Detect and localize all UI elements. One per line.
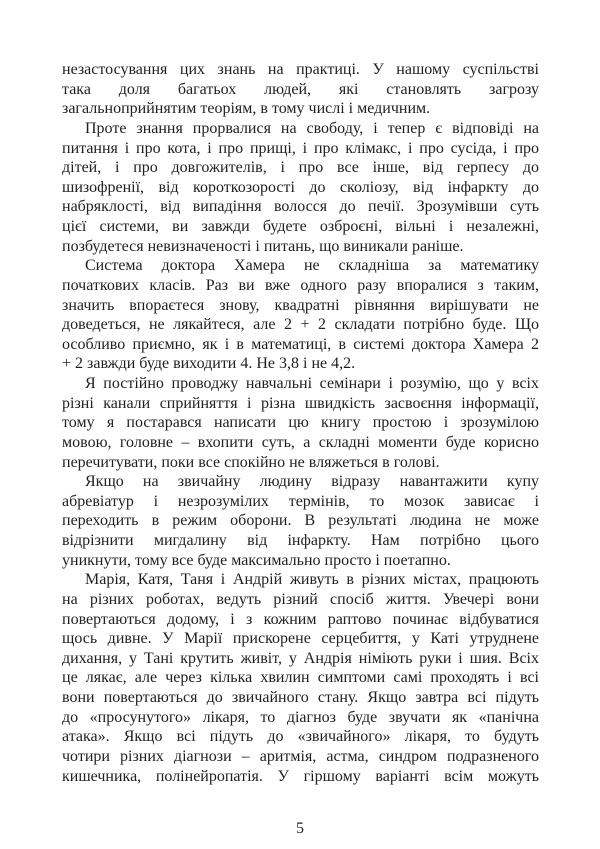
text-line: повертаються додому, і з кожним раптово починає відбуватися [62,610,539,628]
text-line: перечитувати, поки все спокійно не вляжеться в голові. [62,453,440,471]
text-line: це лякає, але через кілька хвилин симптоми самі проходять і всі [62,669,539,687]
text-line: атака». Якщо всі підуть до «звичайного» лікаря, то будуть [62,728,539,746]
text-line: абревіатур і незрозумілих термінів, то мозок зависає і [62,492,539,510]
text-line: незастосування цих знань на практиці. У нашому суспільстві [62,61,539,78]
text-line: початкових класів. Раз ви вже одного разу впоралися з таким, [62,276,539,294]
text-line: набряклості, від випадіння волосся до печії. Зрозумівши суть [62,198,539,216]
text-line: мовою, головне – вхопити суть, а складні моменти буде корисно [62,433,539,451]
text-line: питання і про кота, і про прищі, і про клімакс, і про сусіда, і про [62,139,539,157]
text-line: Якщо на звичайну людину відразу навантажити купу [85,473,539,491]
paragraph [62,374,539,472]
text-line: Система доктора Хамера не складніша за математику [85,257,539,275]
page-number: 5 [296,820,304,837]
text-line: тому я постарався написати цю книгу простою і зрозумілою [62,414,539,432]
text-line: переходить в режим оборони. В результаті людина не може [62,512,539,530]
text-line: значить впораєтеся знову, квадратні рівняння вирішувати не [62,296,539,314]
text-line: дітей, і про довгожителів, і про все інше, від герпесу до [62,159,539,177]
page-body [62,60,539,786]
text-line: доведеться, не лякайтеся, але 2 + 2 складати потрібно буде. Що [62,316,539,334]
text-line: різні канали сприйняття і різна швидкість засвоєння інформації, [62,394,539,412]
text-line: кишечника, полінейропатія. У гіршому варіанті всім можуть [62,767,539,785]
text-line: загальноприйнятим теоріям, в тому числі і медичним. [62,100,431,118]
text-line: до «просунутого» лікаря, то діагноз буде звучати як «панічна [62,708,539,726]
text-line: відрізнити мигдалину від інфаркту. Нам потрібно цього [62,532,539,549]
text-line: щось дивне. У Марії прискорене серцебиття, у Каті утруднене [62,630,539,648]
text-line: дихання, у Тані крутить живіт, у Андрія німіють руки і шия. Всіх [62,649,539,667]
text-line: Марія, Катя, Таня і Андрій живуть в різних містах, працюють [85,571,539,589]
text-line: на різних роботах, ведуть різний спосіб життя. Увечері вони [62,590,539,608]
text-line: Проте знання прорвалися на свободу, і тепер є відповіді на [85,119,539,137]
text-line: позбудетеся невизначеності і питань, що виникали раніше. [62,237,464,255]
paragraph [62,60,539,119]
paragraph [62,472,539,570]
text-line: Я постійно проводжу навчальні семінари і розумію, що у всіх [85,375,539,392]
paragraph [62,119,539,256]
text-line: така доля багатьох людей, які становлять загрозу [62,80,539,98]
text-line: чотири різних діагнози – аритмія, астма, синдром подразненого [62,747,539,765]
paragraph [62,256,539,374]
text-line: + 2 завжди буде виходити 4. Не 3,8 і не 4,2. [62,355,356,373]
paragraph [62,570,539,786]
text-line: шизофренії, від короткозорості до сколіозу, від інфаркту до [62,178,539,196]
text-line: цієї системи, ви завжди будете озброєні, вільні і незалежні, [62,218,539,235]
text-line: уникнути, тому все буде максимально просто і поетапно. [62,551,451,569]
text-line: вони повертаються до звичайного стану. Якщо завтра всі підуть [62,689,539,706]
text-line: особливо приємно, як і в математиці, в системі доктора Хамера 2 [62,335,539,353]
